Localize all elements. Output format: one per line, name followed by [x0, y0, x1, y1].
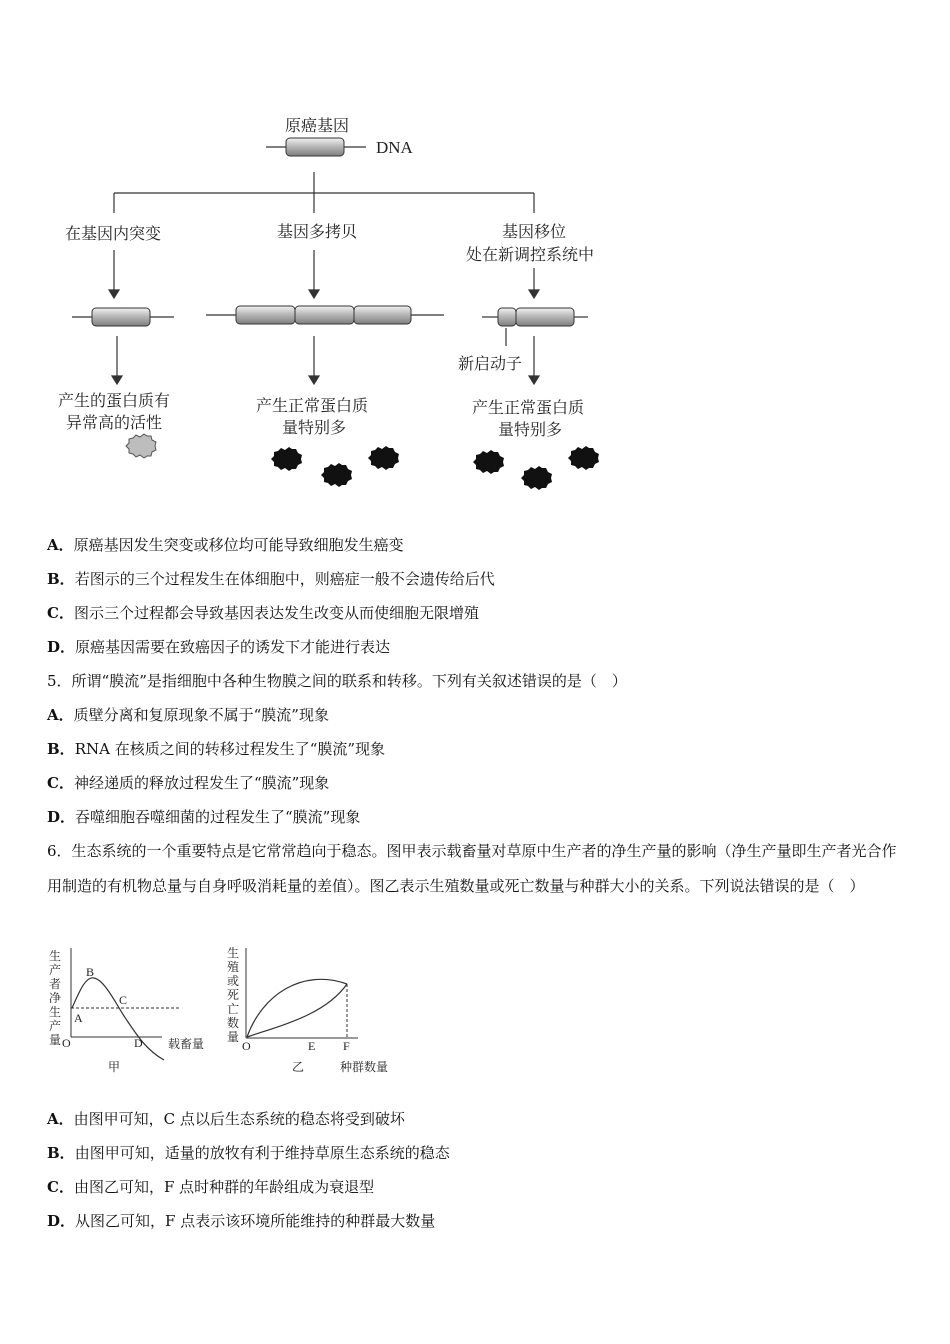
- gene-copy-1: [236, 306, 295, 324]
- net-production-curve: [72, 978, 164, 1060]
- graph-caption: 乙: [292, 1060, 305, 1074]
- diagram-title: 原癌基因: [285, 116, 350, 135]
- q6-option-a[interactable]: [47, 1109, 405, 1129]
- option-letter: A．: [47, 1110, 74, 1128]
- branch-translocation-label: 基因移位: [502, 222, 567, 241]
- result2-text-1: 产生正常蛋白质: [256, 396, 369, 415]
- q4-option-a[interactable]: [47, 535, 404, 555]
- option-letter: C．: [47, 774, 74, 792]
- protein-icons: [271, 446, 599, 490]
- option-text: 吞噬细胞吞噬细菌的过程发生了“膜流”现象: [75, 808, 361, 826]
- y-label-char: 生: [49, 949, 62, 963]
- y-label-char: 产: [49, 1019, 62, 1033]
- gene-copy-2: [295, 306, 354, 324]
- protein-icon: [271, 447, 302, 471]
- option-letter: D．: [47, 1212, 76, 1230]
- q6-graphs: [40, 940, 420, 1080]
- option-letter: B．: [47, 570, 75, 588]
- q4-option-b[interactable]: [47, 569, 495, 589]
- point-e: E: [308, 1039, 316, 1053]
- y-label-char: 数: [227, 1016, 240, 1030]
- point-c: C: [119, 993, 128, 1007]
- q4-option-d[interactable]: [47, 637, 390, 657]
- option-letter: D．: [47, 808, 76, 826]
- result3-text-1: 产生正常蛋白质: [472, 398, 585, 417]
- y-label-char: 殖: [227, 960, 240, 974]
- protein-icon: [368, 446, 399, 470]
- branch-copy-label: 基因多拷贝: [277, 222, 358, 241]
- option-letter: A．: [47, 706, 74, 724]
- q5-option-a[interactable]: [47, 705, 329, 725]
- option-text: 质壁分离和复原现象不属于“膜流”现象: [73, 706, 329, 724]
- point-f: F: [343, 1039, 350, 1053]
- option-text: 原癌基因需要在致癌因子的诱发下才能进行表达: [75, 638, 391, 656]
- gene-copy-3: [354, 306, 411, 324]
- protein-icon: [521, 466, 552, 490]
- q5-stem: 5．所谓“膜流”是指细胞中各种生物膜之间的联系和转移。下列有关叙述错误的是（ ）: [47, 672, 627, 690]
- option-letter: B．: [47, 1144, 75, 1162]
- option-letter: D．: [47, 638, 76, 656]
- abnormal-protein-icon: [126, 434, 156, 458]
- branch-translocation-label-2: 处在新调控系统中: [466, 245, 595, 264]
- q6-option-b[interactable]: [47, 1143, 450, 1163]
- oncogene-diagram: [40, 100, 640, 510]
- q5-option-d[interactable]: [47, 807, 360, 827]
- option-letter: A．: [47, 536, 74, 554]
- q6-option-c[interactable]: [47, 1177, 374, 1197]
- new-promoter-segment: [498, 308, 516, 326]
- x-label: 种群数量: [340, 1060, 389, 1074]
- y-label-char: 或: [227, 974, 240, 988]
- option-text: RNA 在核质之间的转移过程发生了“膜流”现象: [74, 740, 386, 758]
- q6-stem: 6．生态系统的一个重要特点是它常常趋向于稳态。图甲表示载畜量对草原中生产者的净生产量的影响（净生产量即生产者光合作用制造的有机物总量与自身呼吸消耗量的差值）。图乙表示生殖数量或死亡数量与种群大小的关系。下列说法错误的是（ ）: [47, 842, 897, 895]
- q6-option-d[interactable]: [47, 1211, 435, 1231]
- graph-yi: [227, 945, 388, 1074]
- option-text: 由图乙可知，F 点时种群的年龄组成为衰退型: [73, 1178, 375, 1196]
- point-o: O: [242, 1039, 251, 1053]
- point-o: O: [62, 1036, 71, 1050]
- q5-option-b[interactable]: [47, 739, 385, 759]
- point-b: B: [86, 965, 95, 979]
- graph-jia: [49, 948, 204, 1074]
- y-label-char: 净: [49, 991, 62, 1005]
- x-label: 载畜量: [168, 1037, 205, 1051]
- protein-icon: [568, 446, 599, 470]
- option-text: 原癌基因发生突变或移位均可能导致细胞发生癌变: [73, 536, 404, 554]
- result1-text-1: 产生的蛋白质有: [58, 391, 171, 410]
- protein-icon: [473, 450, 504, 474]
- protein-icon: [321, 463, 352, 487]
- dna-label: DNA: [376, 138, 413, 157]
- y-label-char: 死: [227, 988, 240, 1002]
- option-text: 图示三个过程都会导致基因表达发生改变从而使细胞无限增殖: [73, 604, 479, 622]
- option-letter: C．: [47, 604, 74, 622]
- death-curve: [247, 984, 347, 1037]
- y-label-char: 产: [49, 963, 62, 977]
- result3-text-2: 量特别多: [498, 420, 563, 439]
- option-text: 从图乙可知，F 点表示该环境所能维持的种群最大数量: [75, 1212, 436, 1230]
- translocated-gene: [516, 308, 574, 326]
- branch-mutation-label: 在基因内突变: [65, 224, 162, 243]
- option-letter: C．: [47, 1178, 74, 1196]
- gene-segment: [286, 138, 344, 156]
- birth-curve: [247, 979, 347, 1037]
- y-label-char: 亡: [227, 1002, 240, 1016]
- option-text: 神经递质的释放过程发生了“膜流”现象: [73, 774, 330, 792]
- point-a: A: [74, 1011, 83, 1025]
- option-text: 若图示的三个过程发生在体细胞中，则癌症一般不会遗传给后代: [74, 570, 495, 588]
- q4-option-c[interactable]: [47, 603, 479, 623]
- option-text: 由图甲可知，C 点以后生态系统的稳态将受到破坏: [73, 1110, 405, 1128]
- y-label-char: 量: [49, 1033, 62, 1047]
- y-label-char: 生: [49, 1005, 62, 1019]
- option-letter: B．: [47, 740, 75, 758]
- new-promoter-label: 新启动子: [458, 354, 523, 373]
- mutated-gene: [92, 308, 150, 326]
- y-label-char: 者: [49, 977, 62, 991]
- y-label-char: 量: [227, 1030, 240, 1044]
- q5-option-c[interactable]: [47, 773, 329, 793]
- option-text: 由图甲可知，适量的放牧有利于维持草原生态系统的稳态: [74, 1144, 450, 1162]
- point-d: D: [134, 1036, 143, 1050]
- y-label-char: 生: [227, 946, 240, 960]
- result2-text-2: 量特别多: [282, 418, 347, 437]
- result1-text-2: 异常高的活性: [66, 413, 163, 432]
- graph-caption: 甲: [108, 1060, 121, 1074]
